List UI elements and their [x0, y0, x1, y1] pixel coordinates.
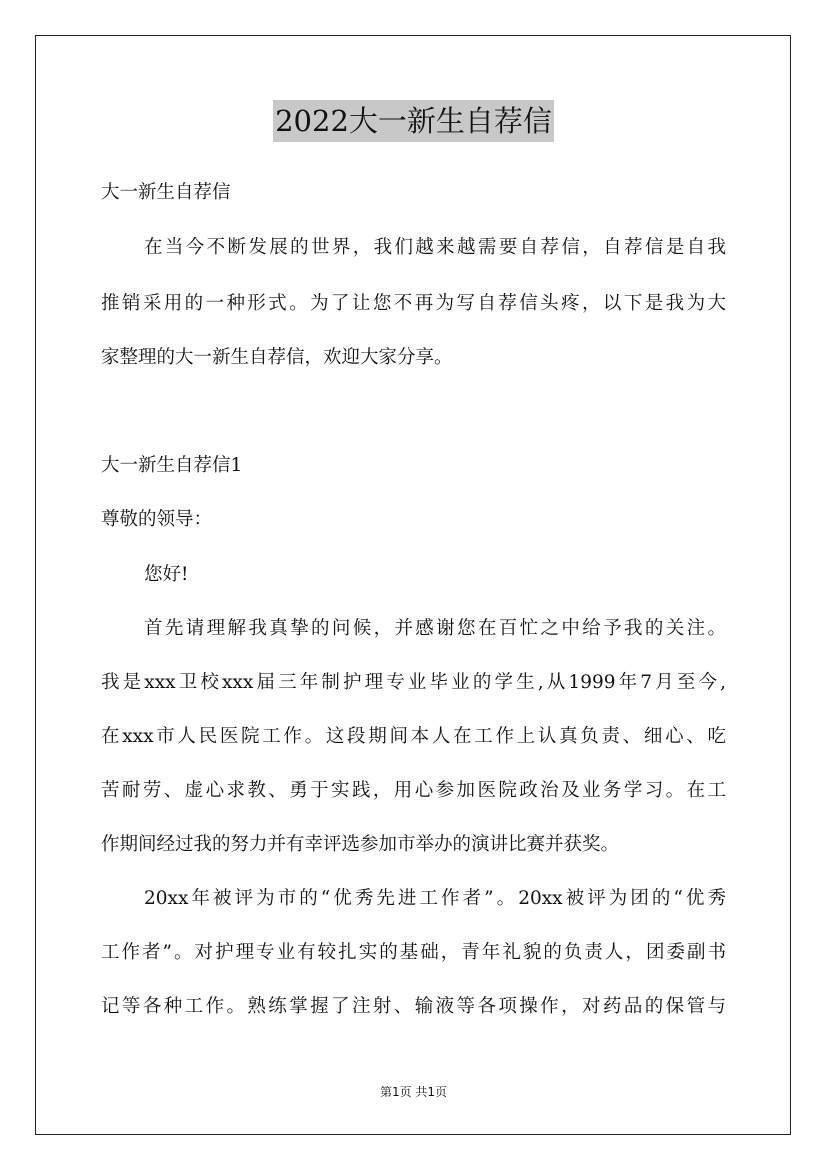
document-title-wrap — [0, 100, 827, 142]
paragraph1-line-1: 首先请理解我真挚的问候，并感谢您在百忙之中给予我的关注。 — [144, 618, 726, 639]
paragraph2-line-2: 工作者”。对护理专业有较扎实的基础，青年礼貌的负责人，团委副书 — [101, 942, 726, 963]
paragraph1-line-4: 苦耐劳、虚心求教、勇于实践，用心参加医院政治及业务学习。在工 — [101, 780, 726, 801]
paragraph2-line-1: 20xx年被评为市的“优秀先进工作者”。20xx被评为团的“优秀 — [144, 888, 726, 909]
section-heading: 大一新生自荐信1 — [101, 455, 243, 476]
intro-line-2: 推销采用的一种形式。为了让您不再为写自荐信头疼，以下是我为大 — [101, 293, 726, 314]
intro-line-3: 家整理的大一新生自荐信，欢迎大家分享。 — [101, 347, 453, 368]
paragraph2-line-3: 记等各种工作。熟练掌握了注射、输液等各项操作，对药品的保管与 — [101, 996, 726, 1017]
paragraph1-line-2: 我是xxx卫校xxx届三年制护理专业毕业的学生,从1999年7月至今, — [101, 672, 726, 693]
paragraph1-line-3: 在xxx市人民医院工作。这段期间本人在工作上认真负责、细心、吃 — [101, 726, 726, 747]
paragraph1-line-5: 作期间经过我的努力并有幸评选参加市举办的演讲比赛并获奖。 — [101, 834, 620, 855]
intro-line-1: 在当今不断发展的世界，我们越来越需要自荐信，自荐信是自我 — [144, 237, 726, 258]
subtitle: 大一新生自荐信 — [101, 182, 231, 203]
document-title: 2022大一新生自荐信 — [273, 100, 554, 142]
salutation: 尊敬的领导： — [101, 509, 213, 530]
page-footer: 第1页 共1页 — [379, 1085, 448, 1099]
greeting: 您好! — [144, 564, 189, 585]
